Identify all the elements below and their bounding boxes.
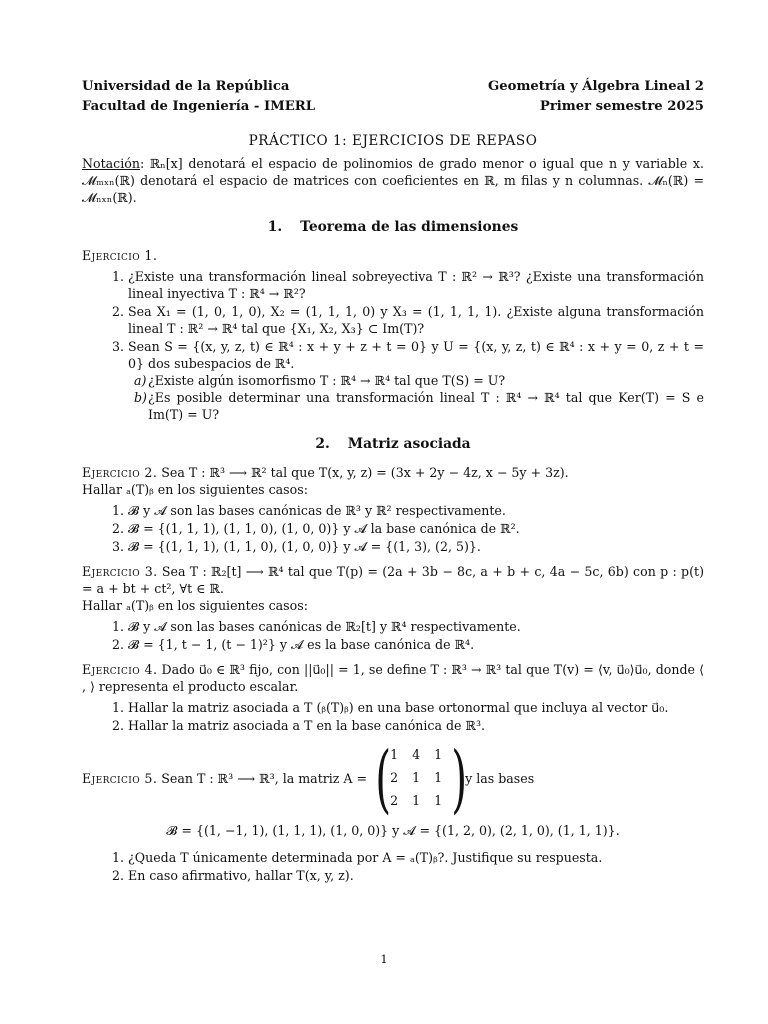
exercise-3-hallar: Hallar ₐ(T)ᵦ en los siguientes casos: (82, 597, 308, 613)
matrix-entry: 1 (434, 792, 443, 808)
item-text: Hallar la matriz asociada a T en la base canónica de ℝ³. (128, 717, 486, 733)
university-name: Universidad de la República (82, 79, 290, 94)
notation-label: Notación (82, 156, 140, 172)
list-item: 1. 𝓑 y 𝓐 son las bases canónicas de ℝ³ y ℝ² respectivamente. (112, 502, 506, 518)
list-item: 3. Sean S = {(x, y, z, t) ∈ ℝ⁴ : x + y + z + t = 0} y U = {(x, y, z, t) ∈ ℝ⁴ : x + y = 0, z + t = 0} dos subespacios de ℝ⁴. a) ¿Existe algún isomorfismo T : ℝ⁴ → ℝ⁴ tal que T(S) = U? b) ¿Es posible determinar una transformación lineal T : ℝ⁴ → ℝ⁴ tal que Ker(T) = S e Im(T) = U? (112, 338, 704, 422)
exercise-3-list (82, 618, 704, 653)
section-number: 2. (315, 435, 330, 452)
item-text: Hallar la matriz asociada a T (ᵦ(T)ᵦ) en una base ortonormal que incluya al vector u⃗₀. (128, 699, 669, 715)
list-item: 2. 𝓑 = {1, t − 1, (t − 1)²} y 𝓐 es la base canónica de ℝ⁴. (112, 636, 475, 652)
sub-list (128, 372, 704, 423)
list-item: 1. ¿Queda T únicamente determinada por A = ₐ(T)ᵦ?. Justifique su respuesta. (112, 849, 603, 865)
notation-paragraph (82, 155, 704, 206)
list-item: 1. Hallar la matriz asociada a T (ᵦ(T)ᵦ) en una base ortonormal que incluya al vector u⃗₀. (112, 699, 669, 715)
item-text: 𝓑 = {(1, 1, 1), (1, 1, 0), (1, 0, 0)} y 𝓐 = {(1, 3), (2, 5)}. (128, 538, 481, 554)
list-item: 3. 𝓑 = {(1, 1, 1), (1, 1, 0), (1, 0, 0)} y 𝓐 = {(1, 3), (2, 5)}. (112, 538, 481, 554)
matrix-entry: 4 (412, 746, 421, 762)
item-text: En caso afirmativo, hallar T(x, y, z). (128, 867, 354, 883)
section-title: Teorema de las dimensiones (300, 219, 519, 236)
list-item: 2. Hallar la matriz asociada a T en la base canónica de ℝ³. (112, 717, 486, 733)
faculty-name: Facultad de Ingeniería - IMERL (82, 98, 316, 114)
exercise-3-intro (82, 563, 704, 597)
list-item: 2. Sea X₁ = (1, 0, 1, 0), X₂ = (1, 1, 1, 0) y X₃ = (1, 1, 1, 1). ¿Existe alguna transformación lineal T : ℝ² → ℝ⁴ tal que {X₁, X₂, X₃} ⊂ Im(T)? (112, 303, 704, 336)
item-text: 𝓑 y 𝓐 son las bases canónicas de ℝ³ y ℝ² respectivamente. (128, 502, 506, 518)
exercise-5-label: Ejercicio 5. (82, 771, 158, 787)
matrix-entry: 2 (390, 769, 399, 785)
item-text: 𝓑 = {1, t − 1, (t − 1)²} y 𝓐 es la base canónica de ℝ⁴. (128, 636, 475, 652)
exercise-text: Sea T : ℝ₂[t] ⟶ ℝ⁴ tal que T(p) = (2a + 3b − 8c, a + b + c, 4a − 5c, 6b) con p : p(t) = a + bt + ct², ∀t ∈ ℝ. (82, 563, 704, 596)
right-paren: ) (451, 735, 468, 822)
exercise-2-hallar: Hallar ₐ(T)ᵦ en los siguientes casos: (82, 481, 308, 497)
matrix-grid (383, 742, 449, 816)
exercise-text: Sean T : ℝ³ ⟶ ℝ³, la matriz A = (161, 771, 368, 787)
list-item: 2. En caso afirmativo, hallar T(x, y, z). (112, 867, 354, 883)
exercise-4-intro (82, 661, 704, 695)
list-item: 1. 𝓑 y 𝓐 son las bases canónicas de ℝ₂[t] y ℝ⁴ respectivamente. (112, 618, 521, 634)
section-heading-2 (82, 435, 704, 454)
course-name: Geometría y Álgebra Lineal 2 (488, 79, 704, 94)
exercise-text: Sea T : ℝ³ ⟶ ℝ² tal que T(x, y, z) = (3x + 2y − 4z, x − 5y + 3z). (161, 464, 569, 480)
exercise-1-list (82, 268, 704, 423)
exercise-4-list (82, 699, 704, 734)
exercise-5-list (82, 849, 704, 884)
matrix-entry: 1 (390, 746, 399, 762)
exercise-4-label: Ejercicio 4. (82, 661, 158, 677)
exercise-2-intro (82, 464, 704, 481)
exercise-1-label: Ejercicio 1. (82, 247, 158, 263)
document-body (82, 132, 704, 892)
item-text: 𝓑 y 𝓐 son las bases canónicas de ℝ₂[t] y ℝ⁴ respectivamente. (128, 618, 521, 634)
exercise-text-after: y las bases (465, 771, 535, 787)
section-number: 1. (267, 219, 283, 236)
semester: Primer semestre 2025 (539, 98, 704, 114)
exercise-2-label: Ejercicio 2. (82, 464, 158, 480)
exercise-3-label: Ejercicio 3. (82, 563, 158, 579)
sub-item: b) ¿Es posible determinar una transformación lineal T : ℝ⁴ → ℝ⁴ tal que Ker(T) = S e Im(T) = U? (134, 389, 704, 422)
item-text: Sea X₁ = (1, 0, 1, 0), X₂ = (1, 1, 1, 0) y X₃ = (1, 1, 1, 1). ¿Existe alguna transformación lineal T : ℝ² → ℝ⁴ tal que {X₁, X₂, X₃} ⊂ Im(T)? (128, 303, 704, 336)
item-text: ¿Existe algún isomorfismo T : ℝ⁴ → ℝ⁴ tal que T(S) = U? (148, 372, 506, 388)
document-title: PRÁCTICO 1: EJERCICIOS DE REPASO (248, 133, 538, 149)
exercise-5-intro (82, 735, 704, 822)
item-text: ¿Es posible determinar una transformación lineal T : ℝ⁴ → ℝ⁴ tal que Ker(T) = S e Im(T) = U? (148, 389, 704, 422)
item-text: ¿Existe una transformación lineal sobreyectiva T : ℝ² → ℝ³? ¿Existe una transformación lineal inyectiva T : ℝ⁴ → ℝ²? (128, 268, 704, 301)
item-text: Sean S = {(x, y, z, t) ∈ ℝ⁴ : x + y + z + t = 0} y U = {(x, y, z, t) ∈ ℝ⁴ : x + y = 0, z + t = 0} dos subespacios de ℝ⁴. (128, 338, 704, 371)
list-item: 2. 𝓑 = {(1, 1, 1), (1, 1, 0), (1, 0, 0)} y 𝓐 la base canónica de ℝ². (112, 520, 520, 536)
bases-definition: 𝓑 = {(1, −1, 1), (1, 1, 1), (1, 0, 0)} y 𝓐 = {(1, 2, 0), (2, 1, 0), (1, 1, 1)}. (166, 822, 620, 838)
list-item: 1. ¿Existe una transformación lineal sobreyectiva T : ℝ² → ℝ³? ¿Existe una transformación lineal inyectiva T : ℝ⁴ → ℝ²? (112, 268, 704, 301)
exercise-text: Dado u⃗₀ ∈ ℝ³ fijo, con ||u⃗₀|| = 1, se define T : ℝ³ → ℝ³ tal que T(v) = ⟨v, u⃗₀⟩u⃗₀, donde ⟨ , ⟩ representa el producto escalar. (82, 661, 704, 694)
exercise-2-list (82, 502, 704, 555)
section-title: Matriz asociada (347, 435, 471, 452)
item-text: 𝓑 = {(1, 1, 1), (1, 1, 0), (1, 0, 0)} y 𝓐 la base canónica de ℝ². (128, 520, 520, 536)
matrix-entry: 1 (412, 769, 421, 785)
left-paren: ( (375, 735, 392, 822)
header (82, 78, 704, 118)
sub-item: a) ¿Existe algún isomorfismo T : ℝ⁴ → ℝ⁴ tal que T(S) = U? (134, 372, 506, 388)
page-number: 1 (380, 952, 388, 966)
notation-text: : ℝₙ[x] denotará el espacio de polinomios de grado menor o igual que n y variable x. 𝓜ₘₓₙ(ℝ) denotará el espacio de matrices con coeficientes en ℝ, m filas y n columnas. 𝓜ₙ(ℝ) = 𝓜ₙₓₙ(ℝ). (82, 156, 704, 206)
matrix-a (373, 735, 468, 822)
section-heading-1 (82, 218, 704, 237)
matrix-entry: 1 (434, 746, 443, 762)
matrix-entry: 2 (390, 792, 399, 808)
matrix-entry: 1 (434, 769, 443, 785)
item-text: ¿Queda T únicamente determinada por A = ₐ(T)ᵦ?. Justifique su respuesta. (128, 849, 603, 865)
matrix-entry: 1 (412, 792, 421, 808)
